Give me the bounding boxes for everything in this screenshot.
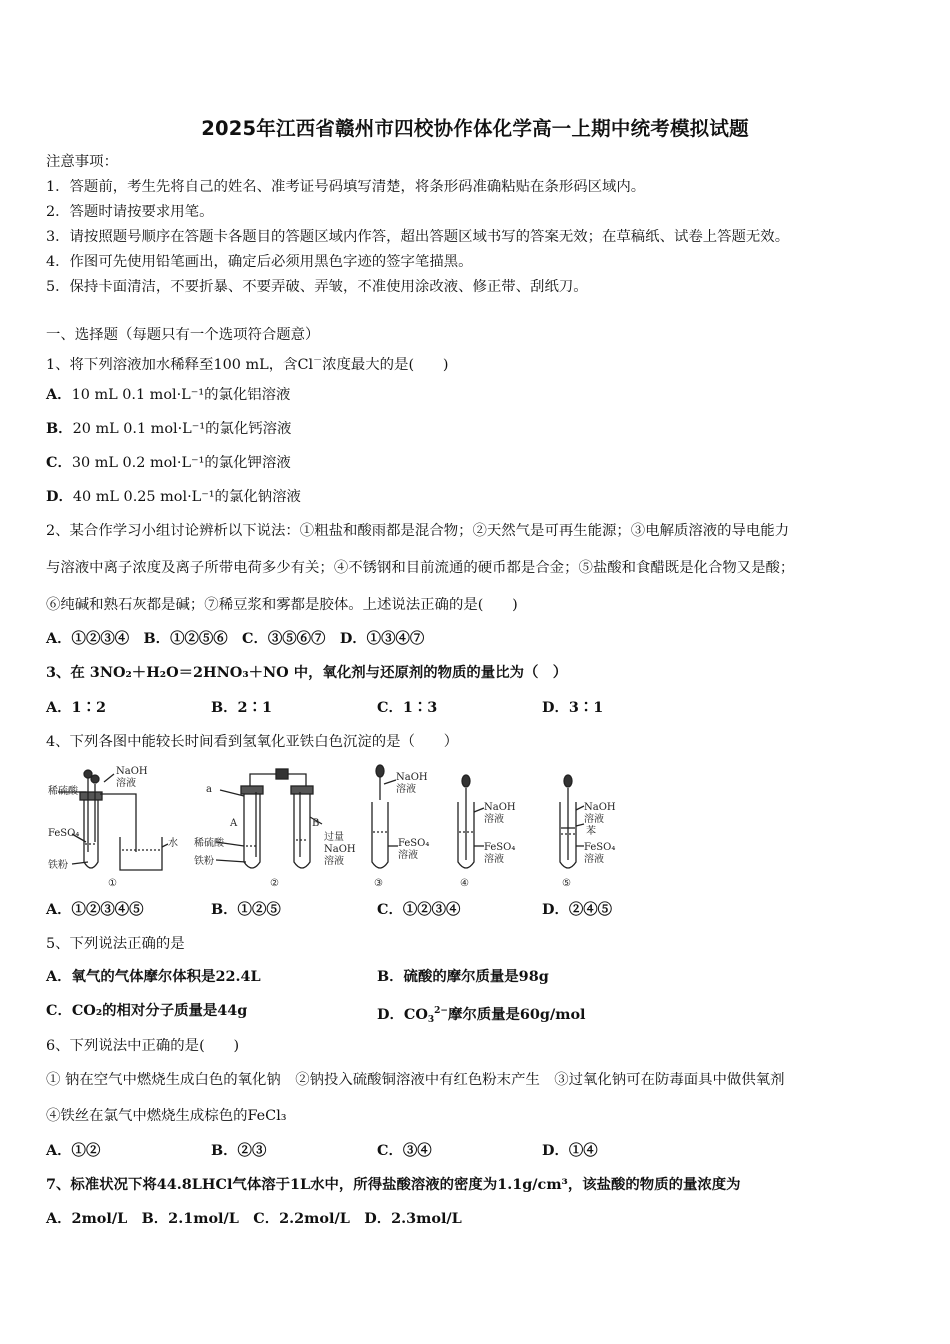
question-6-option-d[interactable]: D．①④ <box>542 1142 598 1159</box>
notes-heading: 注意事项： <box>46 154 118 170</box>
label-a: a <box>206 784 212 795</box>
label-solution: 溶液 <box>116 778 136 789</box>
label-feso4: FeSO₄ <box>398 838 430 849</box>
question-5-option-c[interactable]: C．CO₂的相对分子质量是44g <box>46 1002 248 1019</box>
question-1-option-d[interactable]: D．40 mL 0.25 mol·L⁻¹的氯化钠溶液 <box>46 488 301 505</box>
question-4-option-c[interactable]: C．①②③④ <box>377 901 461 918</box>
figure-number: ③ <box>374 878 383 889</box>
label-naoh: NaOH <box>396 772 428 783</box>
question-3-option-a[interactable]: A．1∶2 <box>46 699 106 716</box>
label-solution: 溶液 <box>324 856 344 867</box>
note-item: 3．请按照题号顺序在答题卡各题目的答题区域内作答，超出答题区域书写的答案无效；在草稿纸、试卷上答题无效。 <box>46 229 790 245</box>
question-4-option-a[interactable]: A．①②③④⑤ <box>46 901 144 918</box>
question-1-option-b[interactable]: B．20 mL 0.1 mol·L⁻¹的氯化钙溶液 <box>46 420 292 437</box>
label-feso4: FeSO₄ <box>484 842 516 853</box>
apparatus-figures <box>44 762 624 892</box>
question-6-option-b[interactable]: B．②③ <box>211 1142 267 1159</box>
label-feso4: FeSO₄ <box>584 842 616 853</box>
question-3-stem: 3、在 3NO₂＋H₂O＝2HNO₃＋NO 中，氧化剂与还原剂的物质的量比为（ ） <box>46 664 568 681</box>
question-1-option-c[interactable]: C．30 mL 0.2 mol·L⁻¹的氯化钾溶液 <box>46 454 291 471</box>
question-4-option-b[interactable]: B．①②⑤ <box>211 901 281 918</box>
label-naoh: NaOH <box>584 802 616 813</box>
question-1-stem: 1、将下列溶液加水稀释至100 mL，含Cl－浓度最大的是( ) <box>46 356 449 373</box>
label-feso4: FeSO₄ <box>48 828 80 839</box>
section-heading: 一、选择题（每题只有一个选项符合题意） <box>46 327 320 343</box>
question-5-option-d[interactable]: D．$CO_3^{2-}$摩尔质量是60g/mol <box>377 1006 586 1025</box>
question-6-option-c[interactable]: C．③④ <box>377 1142 432 1159</box>
page-title: 2025年江西省赣州市四校协作体化学高一上期中统考模拟试题 <box>201 117 749 140</box>
label-solution: 溶液 <box>398 850 418 861</box>
label-tube-a: A <box>230 818 238 829</box>
note-item: 5．保持卡面清洁，不要折暴、不要弄破、弄皱，不准使用涂改液、修正带、刮纸刀。 <box>46 279 588 295</box>
figure-number: ② <box>270 878 279 889</box>
figure-number: ⑤ <box>562 878 571 889</box>
note-item: 2．答题时请按要求用笔。 <box>46 204 214 220</box>
question-2-options[interactable]: A．①②③④ B．①②⑤⑥ C．③⑤⑥⑦ D．①③④⑦ <box>46 630 425 647</box>
label-iron-powder: 铁粉 <box>48 860 68 871</box>
question-5-option-a[interactable]: A．氧气的气体摩尔体积是22.4L <box>46 968 261 985</box>
question-6-stem: 6、下列说法中正确的是( ) <box>46 1038 240 1054</box>
question-7-options[interactable]: A．2mol/L B．2.1mol/L C．2.2mol/L D．2.3mol/L <box>46 1210 462 1227</box>
note-item: 1．答题前，考生先将自己的姓名、准考证号码填写清楚，将条形码准确粘贴在条形码区域内。 <box>46 179 646 195</box>
label-naoh: NaOH <box>324 844 356 855</box>
label-water: 水 <box>168 838 178 849</box>
label-dilute-acid: 稀硫酸 <box>194 838 224 849</box>
label-naoh: NaOH <box>116 766 148 777</box>
question-1-option-a[interactable]: A．10 mL 0.1 mol·L⁻¹的氯化铝溶液 <box>46 386 291 403</box>
label-solution: 溶液 <box>396 784 416 795</box>
figure-number: ④ <box>460 878 469 889</box>
question-6-statements: ① 钠在空气中燃烧生成白色的氧化钠 ②钠投入硫酸铜溶液中有红色粉末产生 ③过氧化钠可在防毒面具中做供氧剂 <box>46 1072 785 1088</box>
question-3-option-b[interactable]: B．2∶1 <box>211 699 272 716</box>
question-3-option-c[interactable]: C．1∶3 <box>377 699 438 716</box>
label-solution: 溶液 <box>484 814 504 825</box>
label-iron-powder: 铁粉 <box>194 856 214 867</box>
label-solution: 溶液 <box>584 814 604 825</box>
question-7-stem: 7、标准状况下将44.8LHCl气体溶于1L水中，所得盐酸溶液的密度为1.1g/cm³，该盐酸的物质的量浓度为 <box>46 1176 741 1193</box>
label-naoh: NaOH <box>484 802 516 813</box>
label-dilute-acid: 稀硫酸 <box>48 786 78 797</box>
label-solution: 溶液 <box>484 854 504 865</box>
question-6-statements: ④铁丝在氯气中燃烧生成棕色的FeCl₃ <box>46 1108 287 1124</box>
question-2-stem: ⑥纯碱和熟石灰都是碱；⑦稀豆浆和雾都是胶体。上述说法正确的是( ) <box>46 597 518 613</box>
figure-number: ① <box>108 878 117 889</box>
label-benzene: 苯 <box>586 826 596 837</box>
label-solution: 溶液 <box>584 854 604 865</box>
question-6-option-a[interactable]: A．①② <box>46 1142 101 1159</box>
question-3-option-d[interactable]: D．3∶1 <box>542 699 604 716</box>
question-4-option-d[interactable]: D．②④⑤ <box>542 901 613 918</box>
question-4-stem: 4、下列各图中能较长时间看到氢氧化亚铁白色沉淀的是（ ） <box>46 734 459 750</box>
question-2-stem: 与溶液中离子浓度及离子所带电荷多少有关；④不锈钢和目前流通的硬币都是合金；⑤盐酸和食醋既是化合物又是酸； <box>46 560 795 576</box>
question-2-stem: 2、某合作学习小组讨论辨析以下说法：①粗盐和酸雨都是混合物；②天然气是可再生能源；③电解质溶液的导电能力 <box>46 523 790 539</box>
question-5-stem: 5、下列说法正确的是 <box>46 936 185 952</box>
question-5-option-b[interactable]: B．硫酸的摩尔质量是98g <box>377 968 549 985</box>
label-tube-b: B <box>312 818 320 829</box>
label-excess: 过量 <box>324 832 344 843</box>
note-item: 4．作图可先使用铅笔画出，确定后必须用黑色字迹的签字笔描黑。 <box>46 254 473 270</box>
